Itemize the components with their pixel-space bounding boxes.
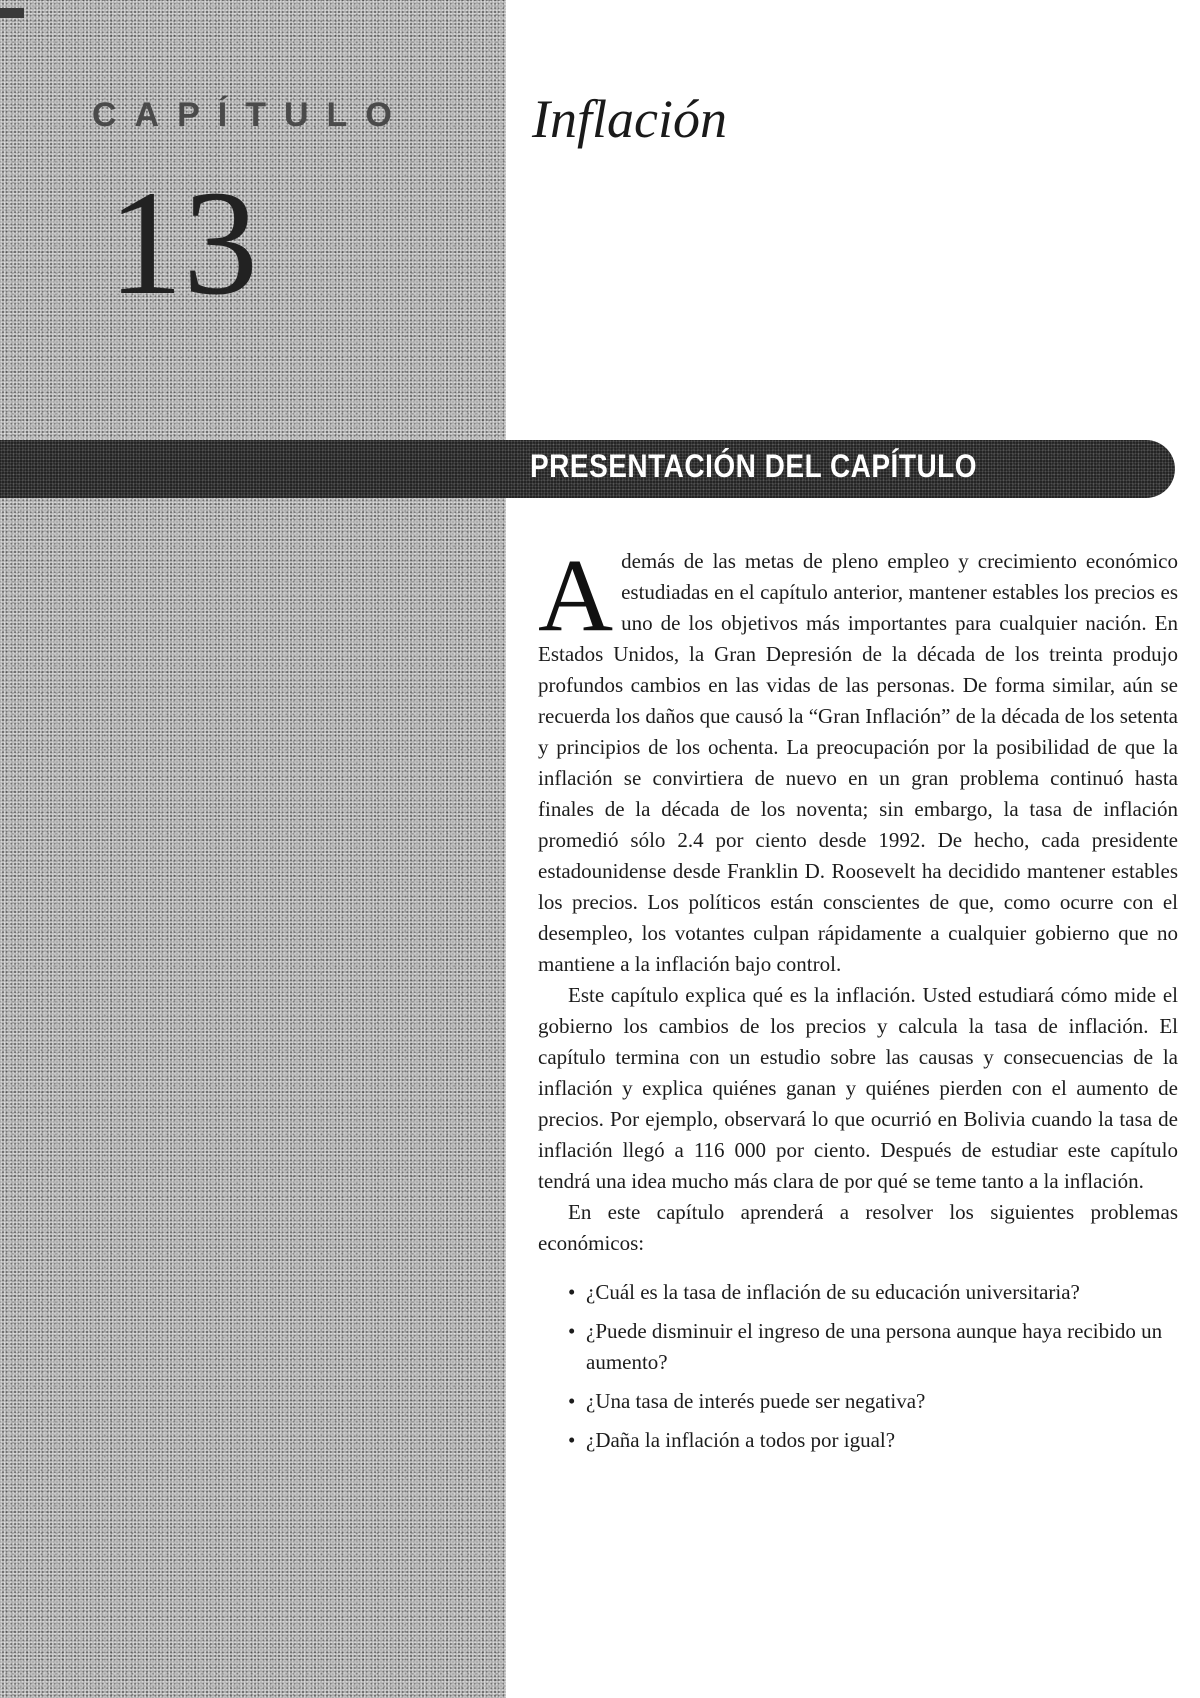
question-text: ¿Una tasa de interés puede ser negativa? (586, 1389, 926, 1413)
section-banner-title: PRESENTACIÓN DEL CAPÍTULO (530, 448, 978, 484)
bullet-icon: • (568, 1319, 576, 1343)
paragraph-2: Este capítulo explica qué es la inflación. Usted estudiará cómo mide el gobierno los cambios de los precios y calcula la tasa de inflación. El capítulo termina con un estudio sobre las causas y consecuencias de la inflación y explica quiénes ganan y quiénes pierden con el aumento de precios. Por ejemplo, observará lo que ocurrió en Bolivia cuando la tasa de inflación llegó a 116 000 por ciento. Después de estudiar este capítulo tendrá una idea mucho más clara de por qué se teme tanto a la inflación. (538, 983, 1178, 1193)
list-item (568, 1316, 1178, 1378)
corner-mark (0, 8, 24, 18)
question-text: ¿Cuál es la tasa de inflación de su educación universitaria? (586, 1280, 1080, 1304)
question-text: ¿Daña la inflación a todos por igual? (586, 1428, 896, 1452)
questions-list (538, 1277, 1178, 1456)
bullet-icon: • (568, 1280, 576, 1304)
list-item (568, 1386, 1178, 1417)
paragraph-3: En este capítulo aprenderá a resolver los siguientes problemas económicos: (538, 1200, 1178, 1255)
chapter-number: 13 (108, 160, 258, 326)
drop-cap: A (538, 538, 614, 653)
paragraph-1-text: demás de las metas de pleno empleo y crecimiento económico estudiadas en el capítulo anterior, mantener estables los precios es uno de los objetivos más importantes para cualquier nación. En Estados Unidos, la Gran Depresión de la década de los treinta produjo profundos cambios en las vidas de las personas. De forma similar, aún se recuerda los daños que causó la “Gran Inflación” de la década de los setenta y principios de los ochenta. La preocupación por la posibilidad de que la inflación se convirtiera de nuevo en un gran problema continuó hasta finales de la década de los noventa; sin embargo, la tasa de inflación promedió sólo 2.4 por ciento desde 1992. De hecho, cada presidente estadounidense desde Franklin D. Roosevelt ha decidido mantener estables los precios. Los políticos están conscientes de que, como ocurre con el desempleo, los votantes culpan rápidamente a cualquier gobierno que no mantiene a la inflación bajo control. (538, 549, 1178, 976)
chapter-presentation-text (538, 538, 1178, 1464)
list-item (568, 1277, 1178, 1308)
intro-paragraph (538, 538, 1178, 980)
bullet-icon: • (568, 1389, 576, 1413)
question-text: ¿Puede disminuir el ingreso de una persona aunque haya recibido un aumento? (586, 1319, 1163, 1374)
chapter-label: CAPÍTULO (92, 96, 410, 134)
list-item (568, 1425, 1178, 1456)
chapter-title: Inflación (532, 89, 727, 149)
bullet-icon: • (568, 1428, 576, 1452)
